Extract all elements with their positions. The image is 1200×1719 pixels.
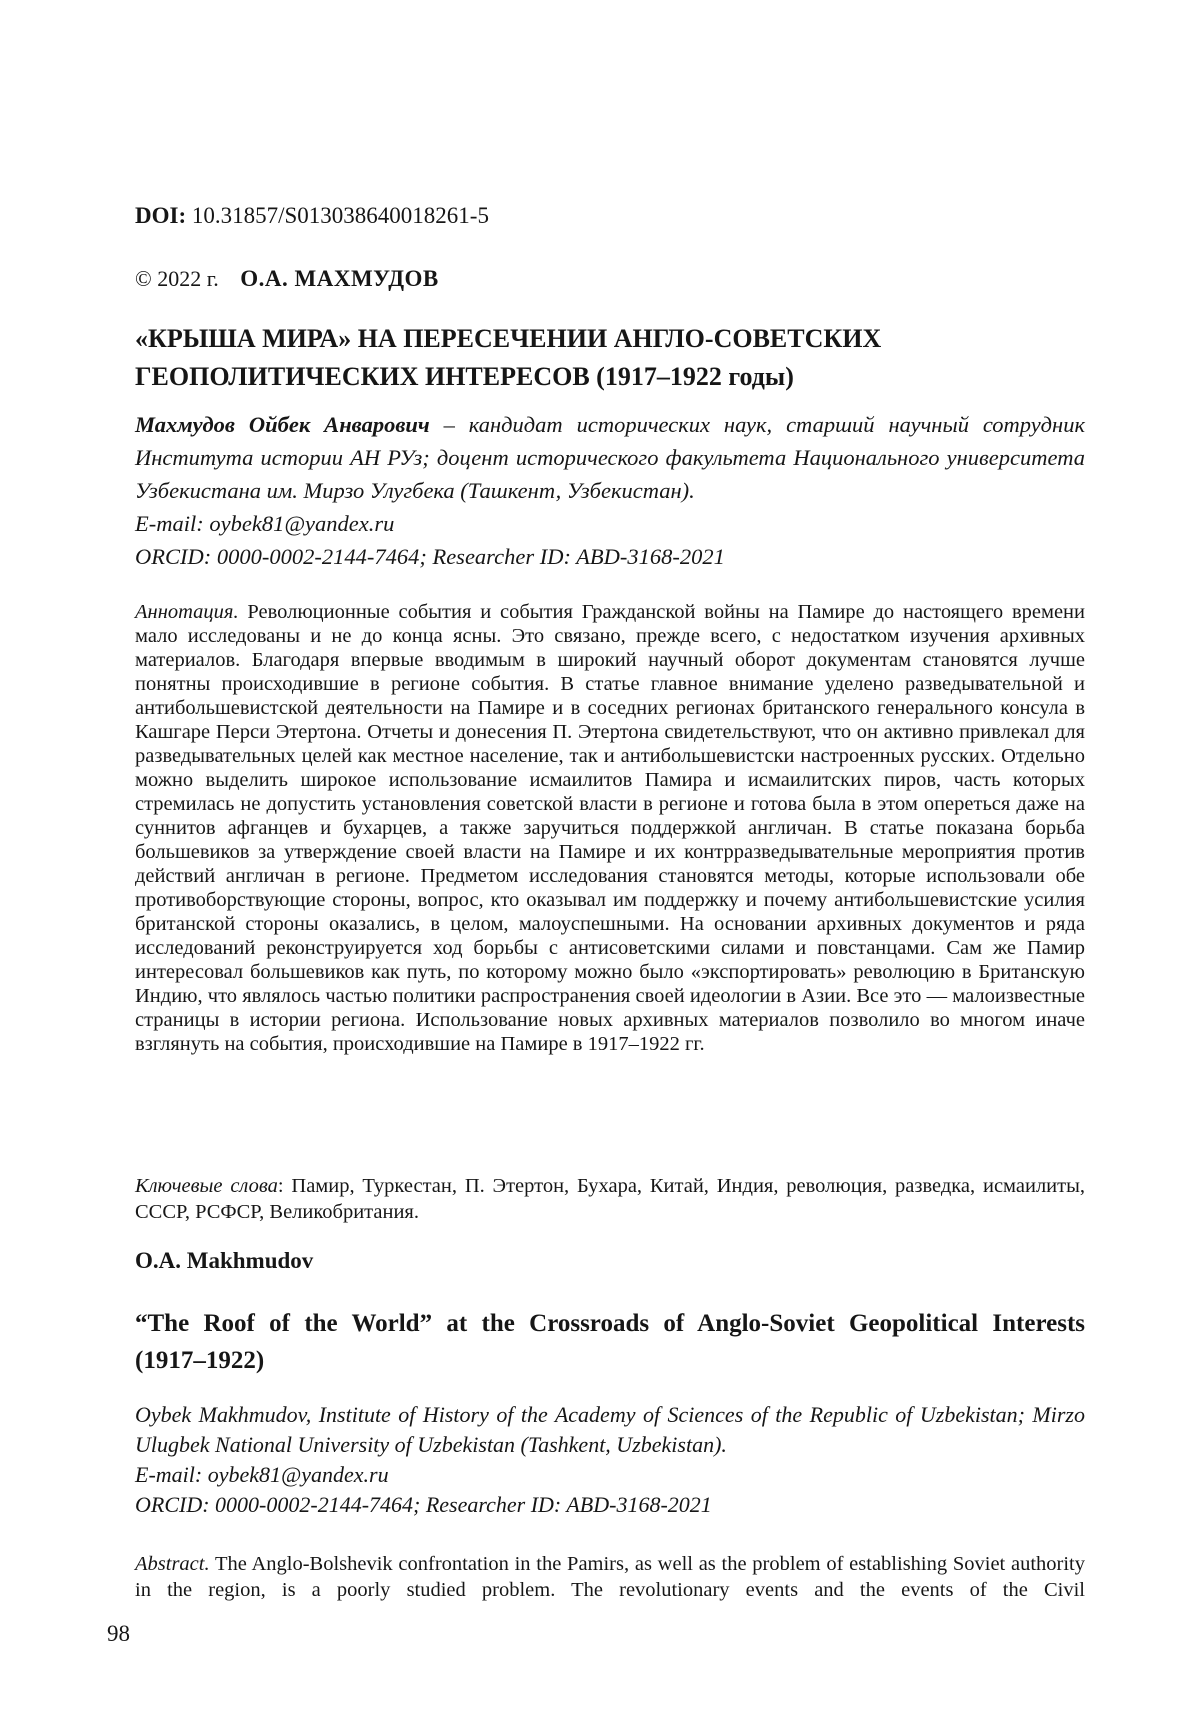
author-bio-ru bbox=[135, 408, 1085, 507]
affiliation-en-text: Oybek Makhmudov, Institute of History of the Academy of Sciences of the Republic of Uzbekistan; Mirzo Ulugbek National University of Uzbekistan (Tashkent, Uzbekistan). bbox=[135, 1402, 1085, 1457]
author-name-en: O.A. Makhmudov bbox=[135, 1248, 314, 1273]
abstract-ru-text: Революционные события и события Гражданской войны на Памире до настоящего времени мало исследованы и не до конца ясны. Это связано, прежде всего, с недостатком изучения архивных материалов. Благодаря впервые вводимым в широкий научный оборот документам становятся лучше понятны происходившие в регионе события. В статье главное внимание уделено разведывательной и антибольшевистской деятельности на Памире и в соседних регионах британского генерального консула в Кашгаре Перси Этертона. Отчеты и донесения П. Этертона свидетельствуют, что он активно привлекал для разведывательных целей как местное население, так и антибольшевистски настроенных русских. Отдельно можно выделить широкое использование исмаилитов Памира и исмаилитских пиров, часть которых стремилась не допустить установления советской власти в регионе и готова была в этом опереться даже на суннитов афганцев и бухарцев, а также заручиться поддержкой англичан. В статье показана борьба большевиков за утверждение своей власти на Памире и их контрразведывательные мероприятия против действий англичан в регионе. Предметом исследования становятся методы, которые использовали обе противоборствующие стороны, вопрос, кто оказывал им поддержку и почему антибольшевистские усилия британской стороны оказались, в целом, малоуспешными. На основании архивных документов и ряда исследований реконструируется ход борьбы с антисоветскими силами и повстанцами. Сам же Памир интересовал большевиков как путь, по которому можно было «экспортировать» революцию в Британскую Индию, что являлось частью политики распространения своей идеологии в Азии. Все это — малоизвестные страницы в истории региона. Использование новых архивных материалов позволило во многом иначе взглянуть на события, происходившие на Памире в 1917–1922 гг. bbox=[135, 601, 1085, 1055]
abstract-en bbox=[135, 1551, 1085, 1603]
author-info-ru bbox=[135, 408, 1085, 573]
article-title-en bbox=[135, 1305, 1085, 1379]
copyright-year: © 2022 г. bbox=[135, 266, 219, 291]
keywords-ru-text: : Памир, Туркестан, П. Этертон, Бухара, Китай, Индия, революция, разведка, исмаилиты, СССР, РСФСР, Великобритания. bbox=[135, 1175, 1086, 1223]
author-orcid-ru: ORCID: 0000-0002-2144-7464; Researcher ID: ABD-3168-2021 bbox=[135, 544, 725, 569]
abstract-en-label: Abstract. bbox=[135, 1553, 210, 1575]
author-email-en: E-mail: oybek81@yandex.ru bbox=[135, 1462, 389, 1487]
author-orcid-en: ORCID: 0000-0002-2144-7464; Researcher ID: ABD-3168-2021 bbox=[135, 1492, 712, 1517]
author-bio-text: – кандидат исторических наук, старший научный сотрудник Института истории АН РУз; доцент исторического факультета Национального университета Узбекистана им. Мирзо Улугбека (Ташкент, Узбекистан). bbox=[135, 412, 1085, 503]
doi-label: DOI: bbox=[135, 203, 187, 228]
author-email-ru: E-mail: oybek81@yandex.ru bbox=[135, 511, 395, 536]
copyright-line bbox=[135, 266, 1085, 292]
author-bio-name: Махмудов Ойбек Анварович bbox=[135, 412, 430, 437]
doi-value: 10.31857/S013038640018261-5 bbox=[191, 203, 489, 228]
abstract-en-text: The Anglo-Bolshevik confrontation in the Pamirs, as well as the problem of establishing Soviet authority in the region, is a poorly studied problem. The revolutionary events and the events of the Civil bbox=[135, 1553, 1085, 1601]
article-title-en-line1: “The Roof of the World” at the Crossroads of Anglo-Soviet Geopolitical Interests bbox=[135, 1310, 1085, 1337]
abstract-ru bbox=[135, 600, 1085, 1056]
abstract-ru-label: Аннотация. bbox=[135, 601, 239, 623]
keywords-ru bbox=[135, 1173, 1085, 1225]
author-name-ru: О.А. МАХМУДОВ bbox=[240, 266, 439, 291]
article-title-en-line2: (1917–1922) bbox=[135, 1347, 265, 1374]
keywords-ru-label: Ключевые слова bbox=[135, 1175, 278, 1197]
affiliation-en bbox=[135, 1400, 1085, 1520]
article-title-ru-line2: ГЕОПОЛИТИЧЕСКИХ ИНТЕРЕСОВ (1917–1922 годы) bbox=[135, 362, 794, 391]
doi-line bbox=[135, 203, 1085, 229]
page-number: 98 bbox=[107, 1621, 130, 1646]
article-title-ru bbox=[135, 320, 1085, 396]
article-title-ru-line1: «КРЫША МИРА» НА ПЕРЕСЕЧЕНИИ АНГЛО-СОВЕТСКИХ bbox=[135, 324, 882, 353]
